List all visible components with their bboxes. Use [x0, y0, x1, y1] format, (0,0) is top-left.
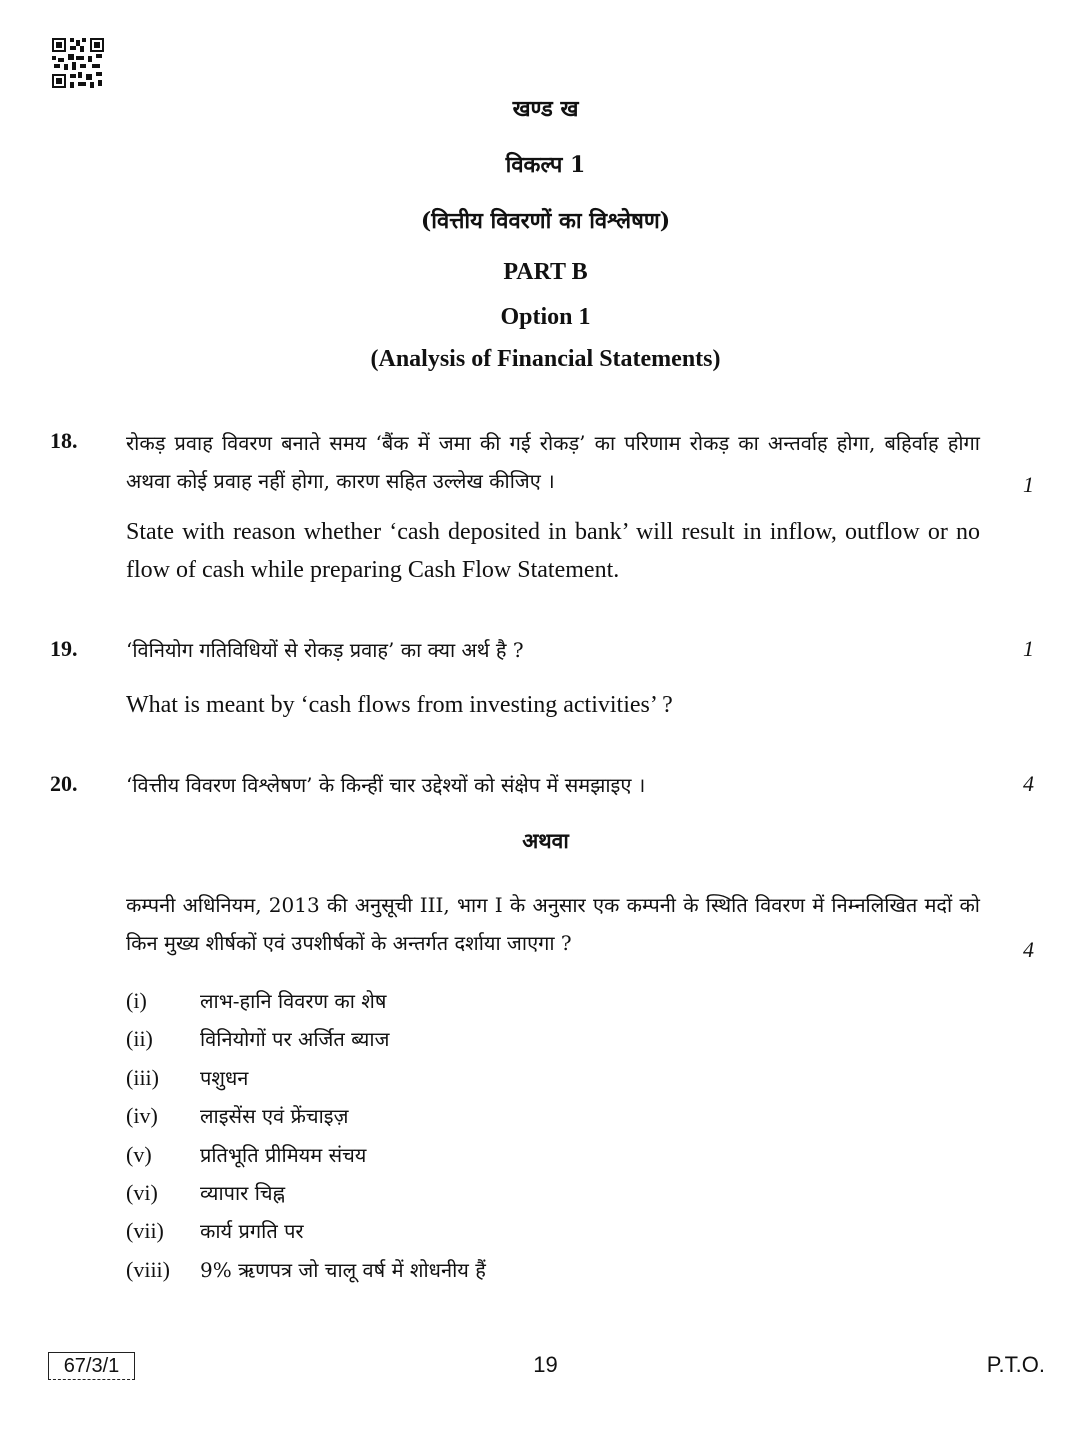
alternative-question-marks: 4 [1023, 937, 1034, 962]
qr-code-icon [52, 38, 104, 88]
question-number: 18. [50, 428, 78, 453]
list-item-number: (iv) [126, 1103, 158, 1128]
list-item-text: विनियोगों पर अर्जित ब्याज [200, 1027, 390, 1051]
question-text-english: What is meant by ‘cash flows from investing activities’ ? [126, 692, 673, 718]
list-item [126, 1212, 304, 1250]
list-item-text: कार्य प्रगति पर [200, 1219, 304, 1243]
or-label: अथवा [522, 828, 569, 853]
paper-code: 67/3/1 [48, 1352, 135, 1380]
subject-heading-hindi: (वित्तीय विवरणों का विश्लेषण) [420, 208, 671, 234]
question-text-english: State with reason whether ‘cash deposited in bank’ will result in inflow, outflow or no flow of cash while preparing Cash Flow Statement. [126, 519, 980, 583]
question-marks: 4 [1023, 771, 1034, 796]
question-text-hindi: ‘वित्तीय विवरण विश्लेषण’ के किन्हीं चार उद्देश्यों को संक्षेप में समझाइए । [126, 773, 646, 797]
list-item-number: (vi) [126, 1180, 158, 1205]
list-item-number: (vii) [126, 1218, 164, 1243]
list-item [126, 1097, 348, 1135]
question-marks: 1 [1023, 472, 1034, 497]
option-heading-hindi: विकल्प 1 [505, 152, 586, 178]
question-marks: 1 [1023, 636, 1034, 661]
list-item-text: पशुधन [200, 1066, 249, 1090]
list-item-text: व्यापार चिह्न [200, 1181, 286, 1205]
part-heading-hindi: खण्ड ख [512, 96, 579, 122]
question-number: 20. [50, 771, 78, 796]
option-heading-english: Option 1 [500, 304, 591, 330]
list-item-number: (v) [126, 1142, 152, 1167]
subject-heading-english: (Analysis of Financial Statements) [370, 346, 721, 372]
list-item [126, 1020, 389, 1058]
list-item [126, 1251, 486, 1289]
list-item [126, 1059, 248, 1097]
list-item-number: (iii) [126, 1065, 159, 1090]
list-item [126, 1174, 285, 1212]
list-item-text: लाभ-हानि विवरण का शेष [200, 989, 387, 1013]
please-turn-over: P.T.O. [986, 1352, 1045, 1377]
list-item-number: (viii) [126, 1257, 170, 1282]
part-heading-english: PART B [503, 259, 588, 285]
list-item-text: 9% ऋणपत्र जो चालू वर्ष में शोधनीय हैं [200, 1258, 486, 1282]
question-number: 19. [50, 636, 78, 661]
question-text-hindi: ‘विनियोग गतिविधियों से रोकड़ प्रवाह’ का क्या अर्थ है ? [126, 638, 524, 662]
list-item [126, 1136, 366, 1174]
list-item-text: प्रतिभूति प्रीमियम संचय [200, 1143, 367, 1167]
question-text-hindi: रोकड़ प्रवाह विवरण बनाते समय ‘बैंक में जमा की गई रोकड़’ का परिणाम रोकड़ का अन्तर्वाह होगा, बहिर्वाह होगा अथवा कोई प्रवाह नहीं होगा, कारण सहित उल्लेख कीजिए । [126, 431, 980, 493]
list-item-number: (ii) [126, 1026, 153, 1051]
list-item-number: (i) [126, 988, 147, 1013]
page-number: 19 [533, 1352, 558, 1377]
alternative-question-text-hindi: कम्पनी अधिनियम, 2013 की अनुसूची III, भाग I के अनुसार एक कम्पनी के स्थिति विवरण में निम्नलिखित मदों को किन मुख्य शीर्षकों एवं उपशीर्षकों के अन्तर्गत दर्शाया जाएगा ? [126, 893, 980, 955]
list-item-text: लाइसेंस एवं फ्रेंचाइज़ [200, 1104, 349, 1128]
list-item [126, 982, 386, 1020]
